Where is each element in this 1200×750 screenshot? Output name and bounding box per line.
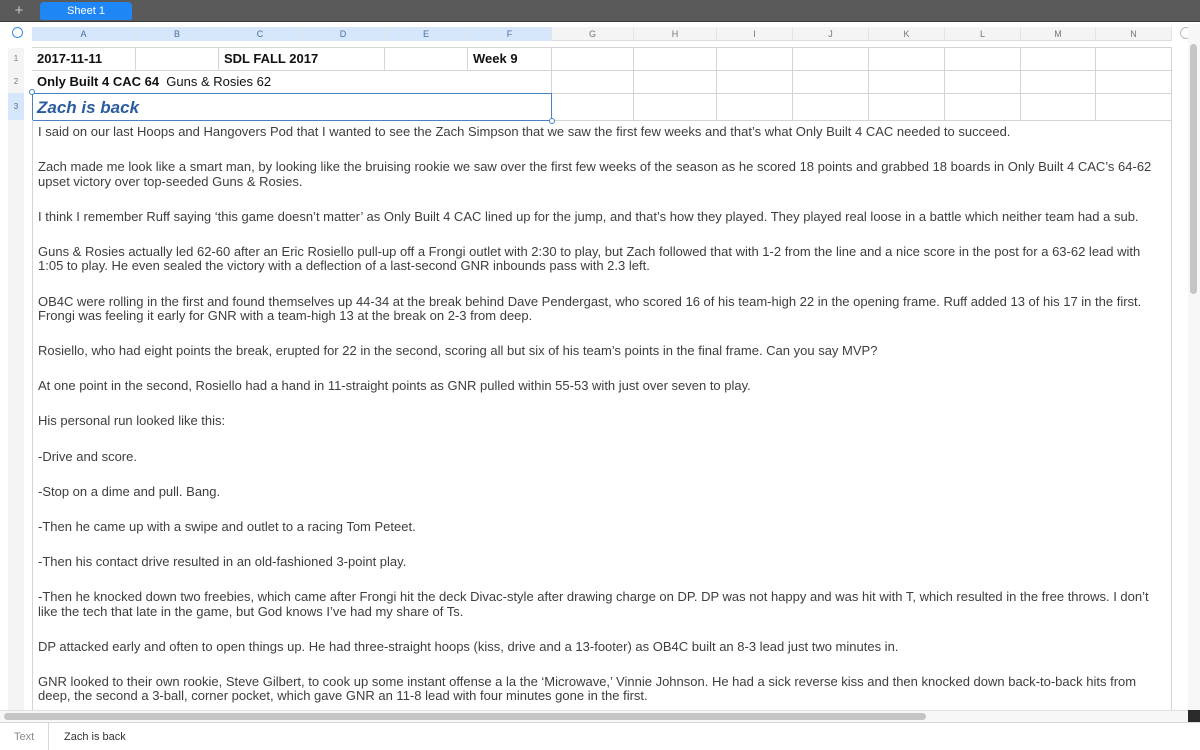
cell-m3[interactable] bbox=[1021, 94, 1096, 121]
article-body-text bbox=[33, 120, 1171, 704]
row-header-2[interactable]: 2 bbox=[8, 70, 24, 93]
column-header-a[interactable]: A bbox=[32, 27, 136, 41]
column-header-k[interactable]: K bbox=[869, 27, 945, 41]
cell-l2[interactable] bbox=[945, 71, 1021, 94]
cell-a2[interactable] bbox=[32, 71, 552, 94]
cell-n2[interactable] bbox=[1096, 71, 1172, 94]
cell-c1[interactable]: SDL FALL 2017 bbox=[219, 48, 385, 71]
article-paragraph: His personal run looked like this: bbox=[38, 413, 226, 429]
sheet-tab-bar bbox=[0, 0, 1200, 22]
cell-b1[interactable] bbox=[136, 48, 219, 71]
article-paragraph: -Then his contact drive resulted in an old-fashioned 3-point play. bbox=[38, 553, 407, 569]
row-header-4[interactable] bbox=[8, 120, 24, 710]
article-paragraph: Guns & Rosies actually led 62-60 after an Eric Rosiello pull-up off a Frongi outlet with 2:30 to play, but Zach followed that with 1-2 from the line and a nice score in the post for a 63-62 lead with 1:05 to play. He even sealed the victory with a deflection of a last-second GNR inbounds pass with 2.3 left. bbox=[38, 243, 1141, 274]
formula-bar bbox=[0, 722, 1200, 750]
article-paragraph: -Drive and score. bbox=[38, 448, 137, 464]
cell-selection-outline bbox=[32, 93, 552, 121]
column-header-i[interactable]: I bbox=[717, 27, 793, 41]
article-paragraph: -Then he knocked down two freebies, which came after Frongi hit the deck Divac-style after drawing charge on DP. DP was not happy and was hit with T, which resulted in the free throws. I don’t like the tech that late in the game, but God knows I’ve had my share of Ts. bbox=[38, 588, 1149, 619]
cell-e1[interactable] bbox=[385, 48, 468, 71]
cell-m2[interactable] bbox=[1021, 71, 1096, 94]
formula-input[interactable]: Zach is back bbox=[64, 731, 126, 743]
cell-i2[interactable] bbox=[717, 71, 793, 94]
article-paragraph: GNR looked to their own rookie, Steve Gilbert, to cook up some instant offense a la the ‘Microwave,’ Vinnie Johnson. He had a sick reverse kiss and then knocked down back-to-back hits from deep, the second a 3-ball, corner pocket, which gave GNR an 11-8 lead with four minutes gone in the first. bbox=[38, 673, 1137, 704]
article-paragraph: -Stop on a dime and pull. Bang. bbox=[38, 483, 221, 499]
cell-i1[interactable] bbox=[717, 48, 793, 71]
select-all-circle-icon[interactable] bbox=[12, 27, 23, 38]
column-header-l[interactable]: L bbox=[945, 27, 1021, 41]
column-headers bbox=[32, 27, 1172, 41]
selection-handle-top-left[interactable] bbox=[29, 89, 35, 95]
article-paragraph: I think I remember Ruff saying ‘this game doesn’t matter’ as Only Built 4 CAC lined up for the jump, and that’s how they played. They played real loose in a battle which neither team had a sub. bbox=[38, 208, 1139, 224]
add-sheet-icon[interactable]: + bbox=[14, 2, 24, 19]
row-header-1[interactable]: 1 bbox=[8, 48, 24, 70]
column-header-bar bbox=[0, 22, 1200, 48]
cell-h2[interactable] bbox=[634, 71, 717, 94]
cell-n1[interactable] bbox=[1096, 48, 1172, 71]
column-header-n[interactable]: N bbox=[1096, 27, 1172, 41]
horizontal-scroll-thumb[interactable] bbox=[4, 713, 926, 720]
horizontal-scrollbar[interactable] bbox=[0, 710, 1188, 722]
article-paragraph: I said on our last Hoops and Hangovers Pod that I wanted to see the Zach Simpson that we saw the first few weeks and that’s what Only Built 4 CAC needed to succeed. bbox=[38, 124, 1011, 139]
cell-h1[interactable] bbox=[634, 48, 717, 71]
vertical-scroll-thumb[interactable] bbox=[1190, 44, 1197, 294]
column-header-c[interactable]: C bbox=[219, 27, 302, 41]
cell-n3[interactable] bbox=[1096, 94, 1172, 121]
scroll-corner bbox=[1188, 710, 1200, 722]
cell-type-label: Text bbox=[14, 731, 35, 743]
cell-g3[interactable] bbox=[552, 94, 634, 121]
cell-a3-title[interactable]: Zach is back bbox=[32, 94, 552, 121]
column-header-j[interactable]: J bbox=[793, 27, 869, 41]
cell-j3[interactable] bbox=[793, 94, 869, 121]
article-paragraph: Zach made me look like a smart man, by looking like the bruising rookie we saw over the first few weeks of the season as he scored 18 points and grabbed 18 boards in Only Built 4 CAC’s 64-62 upset victory over top-seeded Guns & Rosies. bbox=[38, 159, 1152, 189]
column-header-f[interactable]: F bbox=[468, 27, 552, 41]
cell-a1[interactable]: 2017-11-11 bbox=[32, 48, 136, 71]
tab-sheet-1[interactable]: Sheet 1 bbox=[40, 2, 132, 20]
cell-g2[interactable] bbox=[552, 71, 634, 94]
article-paragraph: At one point in the second, Rosiello had a hand in 11-straight points as GNR pulled within 55-53 with just over seven to play. bbox=[38, 378, 751, 394]
cell-a2-score-bold: Only Built 4 CAC 64 bbox=[37, 74, 160, 89]
formula-bar-divider bbox=[48, 723, 49, 750]
column-header-h[interactable]: H bbox=[634, 27, 717, 41]
cell-h3[interactable] bbox=[634, 94, 717, 121]
cell-a4-article[interactable] bbox=[32, 120, 1172, 710]
article-paragraph: -Then he came up with a swipe and outlet to a racing Tom Peteet. bbox=[38, 518, 416, 534]
column-header-b[interactable]: B bbox=[136, 27, 219, 41]
cell-k2[interactable] bbox=[869, 71, 945, 94]
column-header-e[interactable]: E bbox=[385, 27, 468, 41]
column-header-m[interactable]: M bbox=[1021, 27, 1096, 41]
cell-j1[interactable] bbox=[793, 48, 869, 71]
article-paragraph: Rosiello, who had eight points the break, erupted for 22 in the second, scoring all but six of his team’s points in the final frame. Can you say MVP? bbox=[38, 343, 878, 359]
cell-k3[interactable] bbox=[869, 94, 945, 121]
cell-a2-score-rest: Guns & Rosies 62 bbox=[159, 74, 272, 89]
cell-l3[interactable] bbox=[945, 94, 1021, 121]
cell-k1[interactable] bbox=[869, 48, 945, 71]
cell-l1[interactable] bbox=[945, 48, 1021, 71]
vertical-scrollbar[interactable] bbox=[1188, 24, 1200, 710]
row-header-3[interactable]: 3 bbox=[8, 93, 24, 120]
article-paragraph: DP attacked early and often to open things up. He had three-straight hoops (kiss, drive and a 13-footer) as OB4C built an 8-3 lead just two minutes in. bbox=[38, 638, 899, 654]
cell-f1[interactable]: Week 9 bbox=[468, 48, 552, 71]
cell-j2[interactable] bbox=[793, 71, 869, 94]
article-paragraph: OB4C were rolling in the first and found themselves up 44-34 at the break behind Dave Pendergast, who scored 16 of his team-high 22 in the opening frame. Ruff added 13 of his 17 in the first. Frongi was feeling it early for GNR with a team-high 13 at the break on 2-3 from deep. bbox=[38, 293, 1142, 324]
column-header-d[interactable]: D bbox=[302, 27, 385, 41]
cell-m1[interactable] bbox=[1021, 48, 1096, 71]
cell-g1[interactable] bbox=[552, 48, 634, 71]
column-header-g[interactable]: G bbox=[552, 27, 634, 41]
cell-i3[interactable] bbox=[717, 94, 793, 121]
